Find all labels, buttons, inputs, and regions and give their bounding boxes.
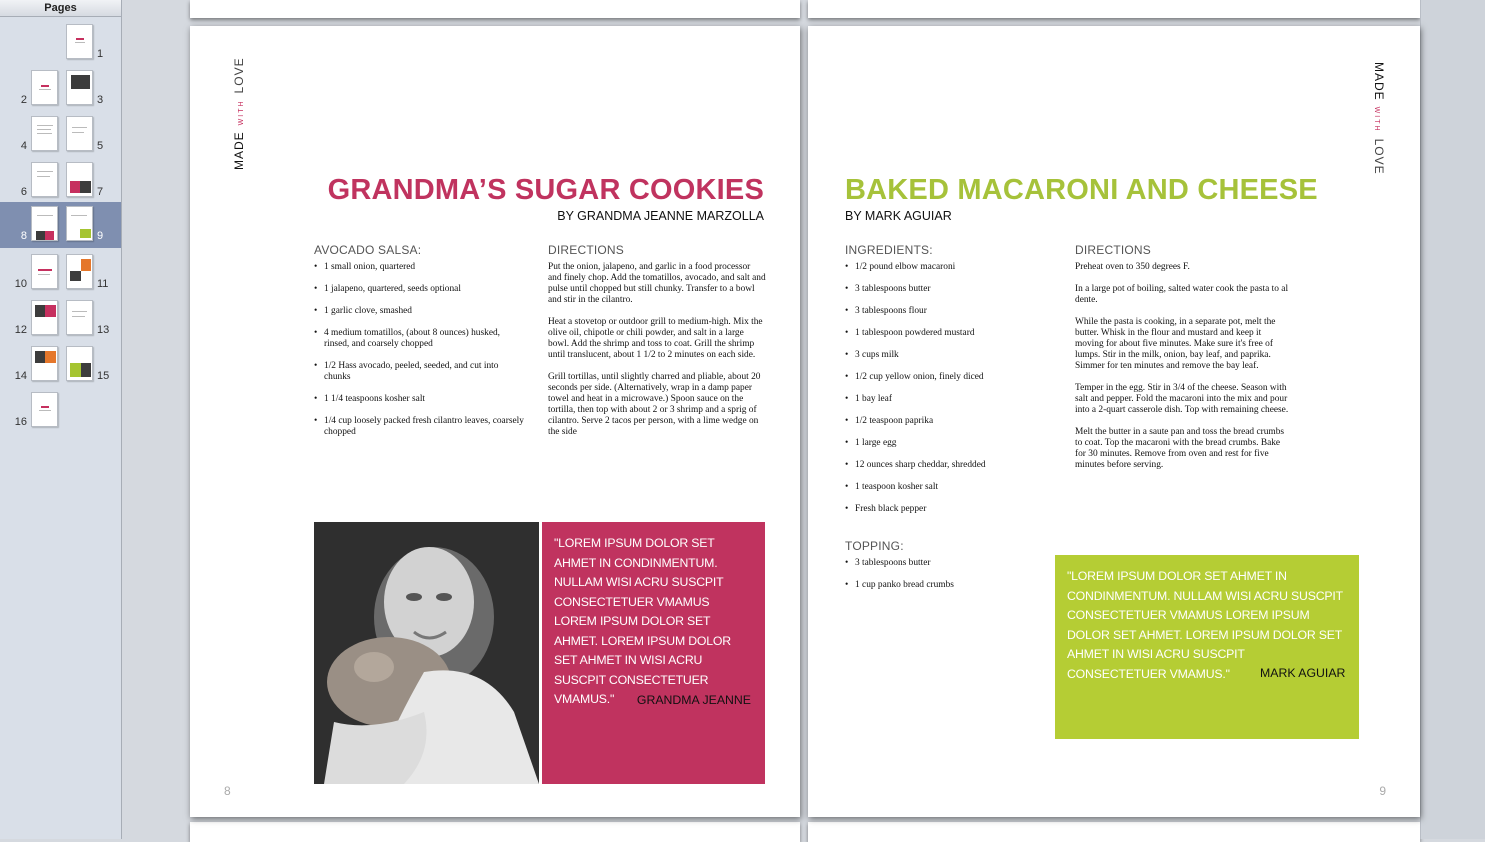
page-thumbnail-2[interactable] <box>31 70 58 105</box>
page-number-10: 10 <box>14 278 27 290</box>
ingredient-item: • 1/2 teaspoon paprika <box>845 416 1045 427</box>
ingredient-item: • 1 teaspoon kosher salt <box>845 482 1045 493</box>
page-thumbnail-6[interactable] <box>31 162 58 197</box>
sidebar-title: Pages <box>0 0 121 17</box>
pages-sidebar <box>0 0 122 839</box>
page-number-9: 9 <box>97 230 104 242</box>
ingredient-item: • 1 tablespoon powdered mustard <box>845 328 1045 339</box>
thumb-row-14-15 <box>0 342 121 388</box>
page-number-16: 16 <box>14 416 27 428</box>
page-number-1: 1 <box>97 48 104 60</box>
directions-heading[interactable]: DIRECTIONS <box>548 243 625 257</box>
page-8[interactable] <box>190 26 800 817</box>
thumb-row-8-9[interactable] <box>0 202 121 248</box>
ingredients-heading[interactable]: AVOCADO SALSA: <box>314 243 422 257</box>
page-number: 9 <box>1379 784 1386 798</box>
made-with-love-label <box>232 57 246 170</box>
ingredient-item: • Fresh black pepper <box>845 504 1045 515</box>
page-thumbnail-8[interactable] <box>31 206 58 241</box>
ingredients-heading[interactable]: INGREDIENTS: <box>845 243 933 257</box>
page-number-13: 13 <box>97 324 110 336</box>
photo-illustration <box>314 522 539 784</box>
page-number-3: 3 <box>97 94 104 106</box>
topping-heading[interactable]: TOPPING: <box>845 539 904 553</box>
next-page-left[interactable] <box>190 822 800 842</box>
recipe-title[interactable]: GRANDMA’S SUGAR COOKIES <box>327 174 764 206</box>
page-thumbnail-11[interactable] <box>66 254 93 289</box>
ingredient-item: • 4 medium tomatillos, (about 8 ounces) husked, rinsed, and coarsely chopped <box>314 328 524 350</box>
page-thumbnail-15[interactable] <box>66 346 93 381</box>
ingredient-item: • 3 tablespoons butter <box>845 284 1045 295</box>
document-canvas[interactable] <box>123 0 1485 839</box>
ingredient-item: • 1 garlic clove, smashed <box>314 306 524 317</box>
made-with-love-label <box>1372 62 1386 175</box>
label-love: LOVE <box>232 57 246 94</box>
page-thumbnail-4[interactable] <box>31 116 58 151</box>
quote-author: GRANDMA JEANNE <box>636 693 751 707</box>
label-made: MADE <box>1372 62 1386 101</box>
directions-heading[interactable]: DIRECTIONS <box>1075 243 1152 257</box>
topping-item: • 1 cup panko bread crumbs <box>845 580 1045 591</box>
directions-text[interactable] <box>548 262 766 449</box>
ingredient-item: • 3 tablespoons flour <box>845 306 1045 317</box>
label-with: WITH <box>238 99 245 126</box>
ingredients-list[interactable] <box>845 262 1045 526</box>
recipe-title[interactable]: BAKED MACARONI AND CHEESE <box>845 174 1318 206</box>
page-number-11: 11 <box>97 278 109 290</box>
ingredient-item: • 1/4 cup loosely packed fresh cilantro leaves, coarsely chopped <box>314 416 524 438</box>
page-number-14: 14 <box>14 370 27 382</box>
page-number-15: 15 <box>97 370 110 382</box>
quote-text: "LOREM IPSUM DOLOR SET AHMET IN CONDINMENTUM. NULLAM WISI ACRU SUSCPIT CONSECTETUER VMAMUS LOREM IPSUM DOLOR SET AHMET. LOREM IPSUM DOLOR SET AHMET IN WISI ACRU SUSCPIT CONSECTETUER VMAMUS." <box>1067 569 1343 681</box>
directions-text[interactable] <box>1075 262 1289 482</box>
page-thumbnail-9[interactable] <box>66 206 93 241</box>
recipe-byline[interactable]: BY MARK AGUIAR <box>845 209 952 223</box>
direction-paragraph: Melt the butter in a saute pan and toss the bread crumbs to coat. Top the macaroni with the bread crumbs. Bake for 30 minutes. Remove from oven and rest for five minutes before serving. <box>1075 427 1285 470</box>
page-number-7: 7 <box>97 186 104 198</box>
label-love: LOVE <box>1372 138 1386 175</box>
page-thumbnail-14[interactable] <box>31 346 58 381</box>
page-thumbnail-10[interactable] <box>31 254 58 289</box>
page-thumbnail-12[interactable] <box>31 300 58 335</box>
page-number-6: 6 <box>20 186 27 198</box>
thumb-row-10-11 <box>0 250 121 296</box>
previous-page-left[interactable] <box>190 0 800 18</box>
label-made: MADE <box>232 131 246 170</box>
page-number-2: 2 <box>20 94 27 106</box>
direction-paragraph: Grill tortillas, until slightly charred and pliable, about 20 seconds per side. (Alternatively, wrap in a damp paper towel and heat in a microwave.) Spoon sauce on the tortilla, then top with about 2 or 3 shrimp and a sprig of cilantro. Serve 2 tacos per person, with a lime wedge on the side <box>548 372 761 437</box>
ingredient-item: • 1/2 Hass avocado, peeled, seeded, and cut into chunks <box>314 361 524 383</box>
page-number-12: 12 <box>14 324 27 336</box>
page-9[interactable] <box>808 26 1420 817</box>
ingredient-item: • 1 bay leaf <box>845 394 1045 405</box>
canvas-margin <box>1420 0 1485 839</box>
label-with: WITH <box>1373 106 1380 133</box>
ingredient-item: • 1/2 pound elbow macaroni <box>845 262 1045 273</box>
direction-paragraph: Put the onion, jalapeno, and garlic in a food processor and finely chop. Add the tomatillos, avocado, and salt and pulse until chopped but still chunky. Transfer to a bowl and stir in the cilantro. <box>548 262 766 305</box>
thumb-row-6-7 <box>0 158 121 204</box>
ingredient-item: • 1 1/4 teaspoons kosher salt <box>314 394 524 405</box>
ingredient-item: • 1/2 cup yellow onion, finely diced <box>845 372 1045 383</box>
thumb-row-12-13 <box>0 296 121 342</box>
girl-with-cat-photo[interactable] <box>314 522 539 784</box>
next-page-right[interactable] <box>808 822 1420 842</box>
quote-text: "LOREM IPSUM DOLOR SET AHMET IN CONDINMENTUM. NULLAM WISI ACRU SUSCPIT CONSECTETUER VMAMUS LOREM IPSUM DOLOR SET AHMET. LOREM IPSUM DOLOR SET AHMET IN WISI ACRU SUSCPIT CONSECTETUER VMAMUS." <box>554 536 731 706</box>
thumb-row-4-5 <box>0 112 121 158</box>
recipe-byline[interactable]: BY GRANDMA JEANNE MARZOLLA <box>557 209 764 223</box>
page-number-5: 5 <box>97 140 104 152</box>
page-thumbnail-1[interactable] <box>66 24 93 59</box>
ingredients-list[interactable] <box>314 262 524 449</box>
thumb-row-2-3 <box>0 66 121 112</box>
direction-paragraph: Heat a stovetop or outdoor grill to medium-high. Mix the olive oil, chipotle or chili powder, and salt in a large bowl. Add the shrimp and toss to coat. Grill the shrimp until translucent, about 1 1/2 to 2 minutes on each side. <box>548 317 763 360</box>
page-thumbnail-5[interactable] <box>66 116 93 151</box>
ingredient-item: • 3 cups milk <box>845 350 1045 361</box>
ingredient-item: • 1 large egg <box>845 438 1045 449</box>
page-thumbnail-13[interactable] <box>66 300 93 335</box>
direction-paragraph: While the pasta is cooking, in a separate pot, melt the butter. Whisk in the flour and mustard and keep it moving for about five minutes. Make sure it's free of lumps. Stir in the milk, onion, bay leaf, and paprika. Simmer for ten minutes and remove the bay leaf. <box>1075 317 1276 371</box>
page-number-8: 8 <box>20 230 27 242</box>
page-number: 8 <box>224 784 231 798</box>
page-thumbnail-7[interactable] <box>66 162 93 197</box>
page-thumbnail-3[interactable] <box>66 70 93 105</box>
direction-paragraph: Preheat oven to 350 degrees F. <box>1075 262 1190 272</box>
page-thumbnail-16[interactable] <box>31 392 58 427</box>
thumb-row-1 <box>0 20 121 66</box>
quote-box[interactable] <box>1055 555 1359 739</box>
ingredient-item: • 1 small onion, quartered <box>314 262 524 273</box>
quote-author: MARK AGUIAR <box>1260 666 1346 680</box>
direction-paragraph: In a large pot of boiling, salted water cook the pasta to al dente. <box>1075 284 1289 305</box>
ingredient-item: • 12 ounces sharp cheddar, shredded <box>845 460 1045 471</box>
previous-page-right[interactable] <box>808 0 1420 18</box>
topping-list[interactable] <box>845 558 1045 602</box>
thumb-row-16 <box>0 388 121 434</box>
quote-box[interactable] <box>542 522 765 784</box>
ingredient-item: • 1 jalapeno, quartered, seeds optional <box>314 284 524 295</box>
topping-item: • 3 tablespoons butter <box>845 558 1045 569</box>
page-number-4: 4 <box>20 140 27 152</box>
direction-paragraph: Temper in the egg. Stir in 3/4 of the cheese. Season with salt and pepper. Fold the macaroni into the mix and pour into a 2-quart casserole dish. Top with remaining cheese. <box>1075 383 1289 415</box>
